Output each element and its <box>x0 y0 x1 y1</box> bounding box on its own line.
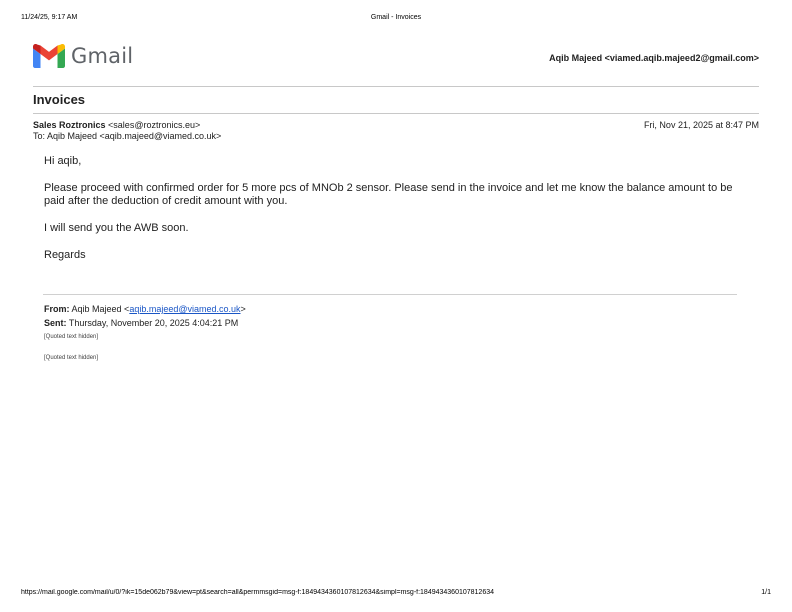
divider <box>33 113 759 114</box>
message-paragraph: I will send you the AWB soon. <box>44 222 189 234</box>
print-page-number: 1/1 <box>761 589 771 596</box>
quoted-from-email-link[interactable]: aqib.majeed@viamed.co.uk <box>129 304 241 314</box>
gmail-wordmark: Gmail <box>71 44 134 68</box>
sender-email: <sales@roztronics.eu> <box>108 120 201 130</box>
message-date: Fri, Nov 21, 2025 at 8:47 PM <box>643 120 759 130</box>
quoted-sent-label: Sent: <box>44 318 67 328</box>
sender-name: Sales Roztronics <box>33 120 106 130</box>
email-subject: Invoices <box>33 92 86 107</box>
gmail-logo[interactable] <box>33 43 133 69</box>
message-closing: Regards <box>44 249 86 261</box>
gmail-m-icon <box>33 44 65 68</box>
print-title: Gmail - Invoices <box>370 14 422 21</box>
quote-divider <box>43 294 737 295</box>
quoted-from-label: From: <box>44 304 70 314</box>
message-paragraph: Please proceed with confirmed order for 5 more pcs of MNOb 2 sensor. Please send in the invoice and let me know the balance amount to be paid after the deduction of credit amount with you. <box>44 182 733 207</box>
quoted-sent <box>44 318 238 328</box>
message-greeting: Hi aqib, <box>44 155 82 167</box>
quoted-from-name: Aqib Majeed < <box>71 304 130 314</box>
print-datetime: 11/24/25, 9:17 AM <box>21 14 78 21</box>
sender <box>33 120 200 130</box>
quoted-text-hidden-note[interactable]: [Quoted text hidden] <box>44 334 99 340</box>
divider <box>33 86 759 87</box>
print-url: https://mail.google.com/mail/u/0/?ik=15de062b79&view=pt&search=all&permmsgid=msg-f:1849434360107812634&simpl=msg-f:1849434360107812634 <box>21 589 495 596</box>
quoted-sent-value: Thursday, November 20, 2025 4:04:21 PM <box>68 318 239 328</box>
quoted-from <box>44 304 246 314</box>
quoted-text-hidden-note[interactable]: [Quoted text hidden] <box>44 355 99 361</box>
quoted-from-close: > <box>240 304 246 314</box>
account-label: Aqib Majeed <viamed.aqib.majeed2@gmail.com> <box>549 53 759 63</box>
recipient: To: Aqib Majeed <aqib.majeed@viamed.co.uk> <box>33 131 222 141</box>
